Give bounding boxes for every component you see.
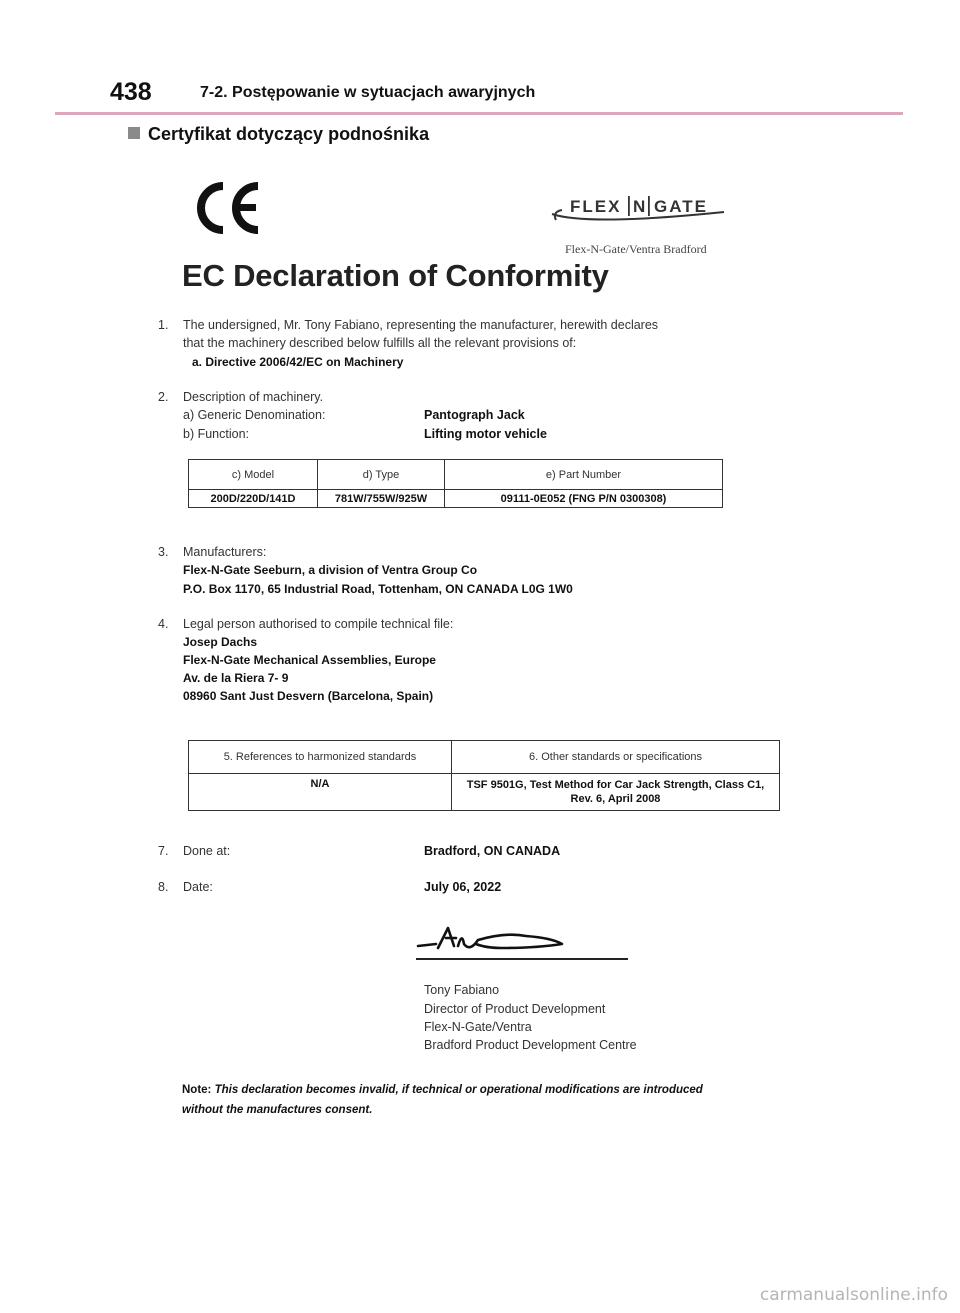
generic-denomination-value: Pantograph Jack <box>424 408 525 422</box>
signature-icon <box>416 922 566 956</box>
table-row <box>189 774 780 811</box>
table-header-row <box>189 741 780 774</box>
manufacturer-address: P.O. Box 1170, 65 Industrial Road, Tottenham, ON CANADA L0G 1W0 <box>183 582 573 596</box>
done-at-value: Bradford, ON CANADA <box>424 844 561 858</box>
ce-mark-icon <box>192 178 264 238</box>
item-1-number: 1. <box>158 318 169 332</box>
item-1-line-2: that the machinery described below fulfills all the relevant provisions of: <box>183 336 577 350</box>
generic-denomination-label: a) Generic Denomination: <box>183 408 326 422</box>
table-cell <box>452 774 780 811</box>
item-4-heading: Legal person authorised to compile technical file: <box>183 617 454 631</box>
date-label: Date: <box>183 880 213 894</box>
date-value: July 06, 2022 <box>424 880 502 894</box>
declaration-note <box>182 1080 703 1120</box>
signature-line <box>416 958 628 960</box>
signatory-centre: Bradford Product Development Centre <box>424 1038 637 1052</box>
item-1-directive: a. Directive 2006/42/EC on Machinery <box>192 355 404 369</box>
signatory-title: Director of Product Development <box>424 1002 606 1016</box>
svg-text:GATE: GATE <box>654 197 708 216</box>
manufacturer-name: Flex-N-Gate Seeburn, a division of Ventra Group Co <box>183 563 478 577</box>
function-value: Lifting motor vehicle <box>424 427 547 441</box>
table-header-cell: 6. Other standards or specifications <box>452 741 780 774</box>
table-cell-line: Rev. 6, April 2008 <box>570 793 661 805</box>
item-2-number: 2. <box>158 390 169 404</box>
done-at-label: Done at: <box>183 844 231 858</box>
item-2-heading: Description of machinery. <box>183 390 324 404</box>
table-row <box>189 490 723 508</box>
note-label: Note: <box>182 1084 212 1096</box>
svg-text:N: N <box>633 197 646 216</box>
item-1-line-1: The undersigned, Mr. Tony Fabiano, representing the manufacturer, herewith declares <box>183 318 659 332</box>
item-8-number: 8. <box>158 880 169 894</box>
item-3-heading: Manufacturers: <box>183 545 267 559</box>
table-cell: 09111-0E052 (FNG P/N 0300308) <box>445 490 723 508</box>
document-title: EC Declaration of Conformity <box>182 258 609 293</box>
note-line-1: This declaration becomes invalid, if technical or operational modifications are introduced <box>214 1084 703 1096</box>
chapter-title: 7-2. Postępowanie w sytuacjach awaryjnych <box>200 84 536 101</box>
brand-subtitle: Flex-N-Gate/Ventra Bradford <box>565 242 707 256</box>
table-header-cell: e) Part Number <box>445 460 723 490</box>
table-header-row <box>189 460 723 490</box>
item-3-number: 3. <box>158 545 169 559</box>
legal-person-city: 08960 Sant Just Desvern (Barcelona, Spain) <box>183 689 434 703</box>
table-header-cell: c) Model <box>189 460 318 490</box>
model-type-table <box>188 459 723 508</box>
page-number: 438 <box>110 78 152 106</box>
legal-person-company: Flex-N-Gate Mechanical Assemblies, Europe <box>183 653 436 667</box>
table-cell: 781W/755W/925W <box>318 490 445 508</box>
legal-person-name: Josep Dachs <box>183 635 258 649</box>
signatory-company: Flex-N-Gate/Ventra <box>424 1020 532 1034</box>
table-header-cell: 5. References to harmonized standards <box>189 741 452 774</box>
table-cell: N/A <box>189 774 452 811</box>
legal-person-street: Av. de la Riera 7- 9 <box>183 671 289 685</box>
section-title-text: Certyfikat dotyczący podnośnika <box>148 124 430 144</box>
note-line-2: without the manufactures consent. <box>182 1104 373 1116</box>
standards-table <box>188 740 780 811</box>
table-header-cell: d) Type <box>318 460 445 490</box>
signatory-name: Tony Fabiano <box>424 983 500 997</box>
table-cell: 200D/220D/141D <box>189 490 318 508</box>
item-7-number: 7. <box>158 844 169 858</box>
function-label: b) Function: <box>183 427 250 441</box>
flex-n-gate-logo <box>548 190 728 230</box>
svg-text:FLEX: FLEX <box>570 197 622 216</box>
table-cell-line: TSF 9501G, Test Method for Car Jack Strength, Class C1, <box>466 779 765 791</box>
watermark: carmanualsonline.info <box>759 1285 948 1305</box>
item-4-number: 4. <box>158 617 169 631</box>
